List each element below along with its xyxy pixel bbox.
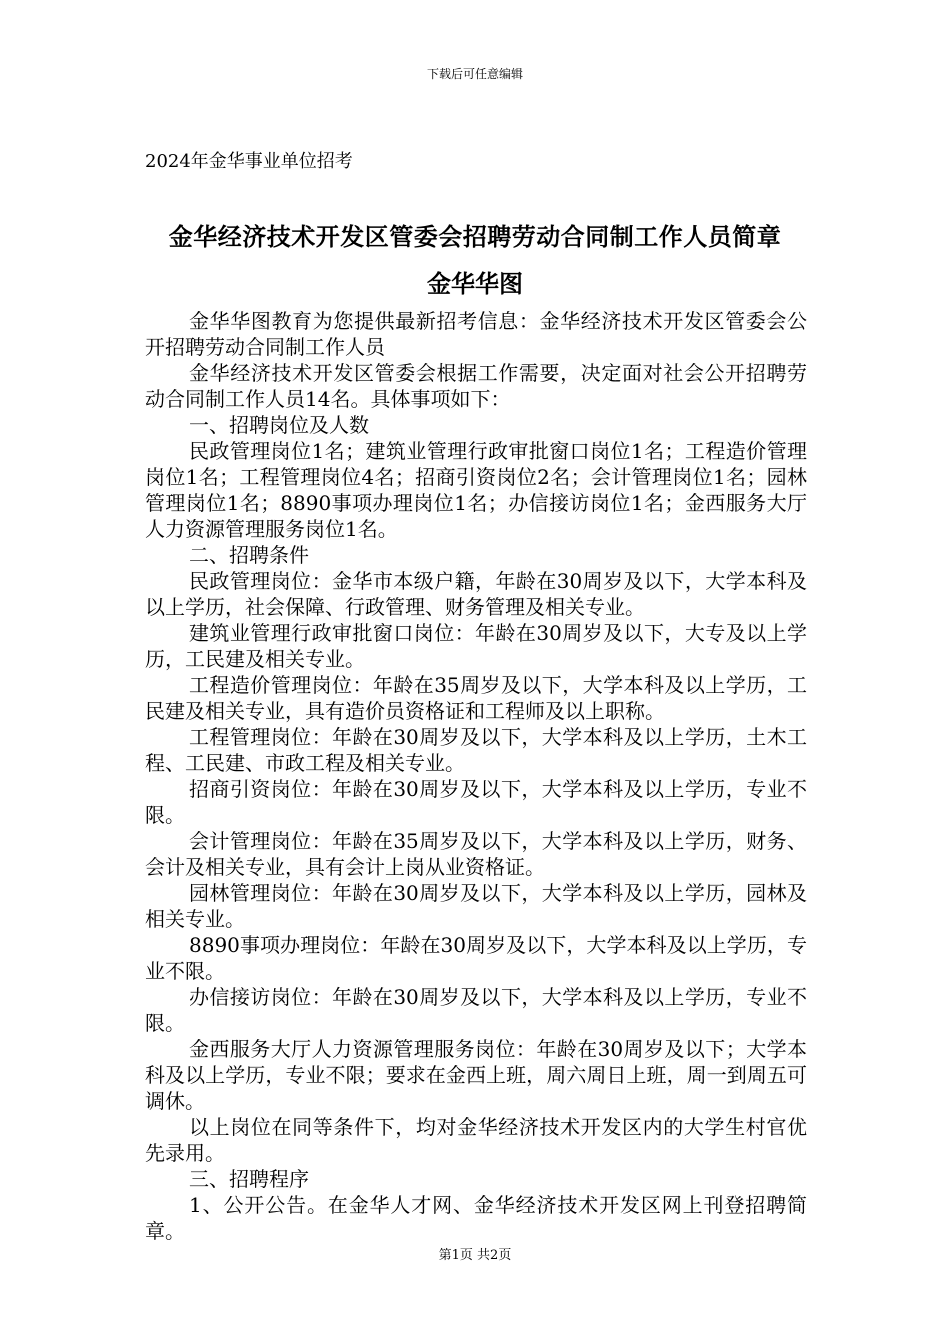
paragraph-procedure-step-1: 1、公开公告。在金华人才网、金华经济技术开发区网上刊登招聘简章。 (145, 1193, 807, 1243)
paragraph-positions-list: 民政管理岗位1名；建筑业管理行政审批窗口岗位1名；工程造价管理岗位1名；工程管理岗位4名；招商引资岗位2名；会计管理岗位1名；园林管理岗位1名；8890事项办理岗位1名；办信接访岗位1名；金西服务大厅人力资源管理服务岗位1名。 (145, 439, 807, 541)
paragraph-condition-8890: 8890事项办理岗位：年龄在30周岁及以下，大学本科及以上学历，专业不限。 (145, 933, 807, 983)
section-heading-positions: 一、招聘岗位及人数 (189, 413, 369, 437)
document-author: 金华华图 (427, 269, 523, 298)
document-title: 金华经济技术开发区管委会招聘劳动合同制工作人员简章 (168, 222, 782, 251)
paragraph-condition-landscape: 园林管理岗位：年龄在30周岁及以下，大学本科及以上学历，园林及相关专业。 (145, 881, 807, 931)
paragraph-condition-cost-management: 工程造价管理岗位：年龄在35周岁及以下，大学本科及以上学历，工民建及相关专业，具有造价员资格证和工程师及以上职称。 (145, 673, 807, 723)
page-header-note: 下载后可任意编辑 (426, 67, 523, 81)
paragraph-condition-accounting: 会计管理岗位：年龄在35周岁及以下，大学本科及以上学历，财务、会计及相关专业，具有会计上岗从业资格证。 (145, 829, 807, 879)
paragraph-condition-construction-approval: 建筑业管理行政审批窗口岗位：年龄在30周岁及以下，大专及以上学历，工民建及相关专业。 (145, 621, 807, 671)
paragraph-condition-civil-affairs: 民政管理岗位：金华市本级户籍，年龄在30周岁及以下，大学本科及以上学历，社会保障、行政管理、财务管理及相关专业。 (145, 569, 807, 619)
document-body (145, 308, 807, 1244)
section-heading-procedure: 三、招聘程序 (189, 1167, 309, 1191)
paragraph-intro: 金华华图教育为您提供最新招考信息：金华经济技术开发区管委会公开招聘劳动合同制工作人员 (145, 309, 807, 359)
paragraph-summary: 金华经济技术开发区管委会根据工作需要，决定面对社会公开招聘劳动合同制工作人员14名。具体事项如下： (145, 361, 807, 411)
paragraph-condition-investment: 招商引资岗位：年龄在30周岁及以下，大学本科及以上学历，专业不限。 (145, 777, 807, 827)
section-heading-conditions: 二、招聘条件 (189, 543, 309, 567)
paragraph-priority-note: 以上岗位在同等条件下，均对金华经济技术开发区内的大学生村官优先录用。 (145, 1115, 807, 1165)
page-footer-page-number: 第1页 共2页 (438, 1248, 512, 1263)
paragraph-condition-hr-service: 金西服务大厅人力资源管理服务岗位：年龄在30周岁及以下；大学本科及以上学历，专业不限；要求在金西上班，周六周日上班，周一到周五可调休。 (145, 1037, 807, 1113)
document-subheading: 2024年金华事业单位招考 (145, 151, 353, 172)
paragraph-condition-petition: 办信接访岗位：年龄在30周岁及以下，大学本科及以上学历，专业不限。 (145, 985, 807, 1035)
paragraph-condition-engineering: 工程管理岗位：年龄在30周岁及以下，大学本科及以上学历，土木工程、工民建、市政工程及相关专业。 (145, 725, 807, 775)
